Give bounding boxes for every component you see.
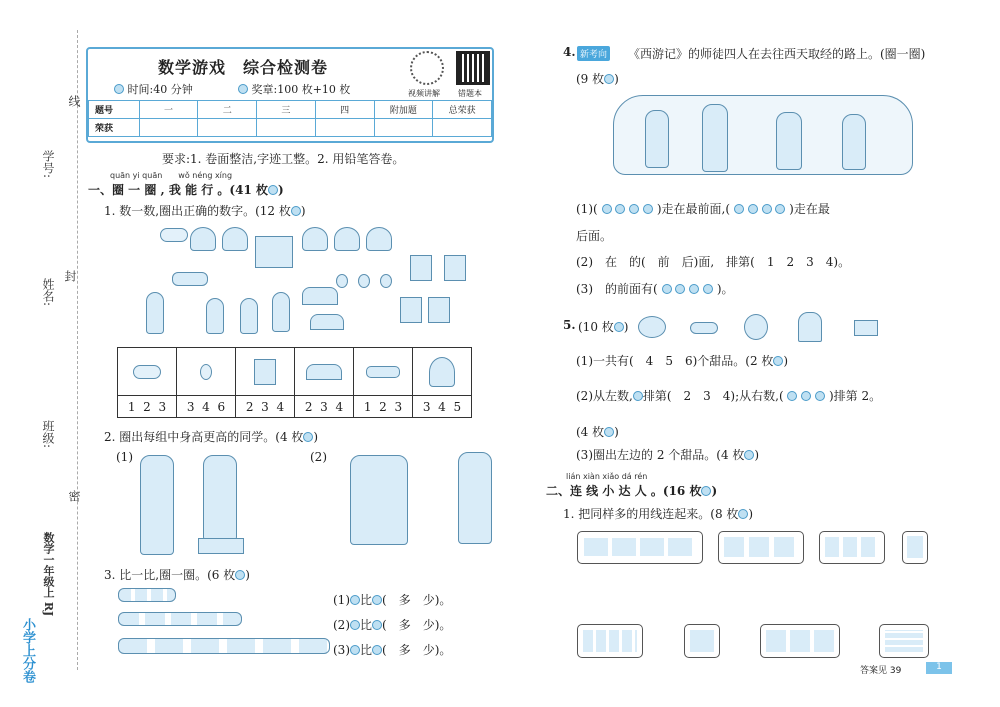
score-header: 三 bbox=[257, 101, 316, 119]
girl-picture[interactable] bbox=[203, 455, 237, 541]
grass-picture bbox=[302, 287, 338, 305]
frog-icon bbox=[350, 645, 360, 655]
score-cell[interactable] bbox=[257, 119, 316, 137]
video-qr-icon[interactable] bbox=[410, 51, 444, 85]
q1-text: 1. 数一数,圈出正确的数字。(12 枚 ) bbox=[104, 204, 306, 218]
monkey-icon[interactable] bbox=[775, 204, 785, 214]
tree-picture bbox=[302, 227, 328, 251]
child-picture bbox=[206, 298, 224, 334]
medal-icon bbox=[738, 509, 748, 519]
q1-options[interactable]: 1 2 3 bbox=[354, 396, 413, 418]
frog-icon bbox=[350, 595, 360, 605]
pigsy-icon[interactable] bbox=[689, 284, 699, 294]
q3-item-1: (1) 比 ( 多 少)。 bbox=[333, 593, 452, 607]
score-table bbox=[88, 100, 492, 137]
tree-picture bbox=[190, 227, 216, 251]
car-picture bbox=[172, 272, 208, 286]
medal-icon bbox=[773, 356, 783, 366]
medal-icon bbox=[744, 450, 754, 460]
sec1-title: 一、圈 一 圈 , 我 能 行 。(41 枚 ) bbox=[88, 183, 284, 197]
student-name-label: 姓名: bbox=[41, 278, 55, 307]
q2-label-2: (2) bbox=[310, 450, 327, 464]
book-label: 数学一年级上 RJ bbox=[42, 532, 55, 617]
q5-sub1[interactable]: (1)一共有( 4 5 6)个甜品。(2 枚 ) bbox=[576, 354, 789, 368]
platform-picture bbox=[198, 538, 244, 554]
tree-picture bbox=[366, 227, 392, 251]
frog-row-picture bbox=[118, 588, 176, 602]
grass-icon bbox=[295, 348, 354, 396]
monkey-king-picture bbox=[645, 110, 669, 168]
exam-time: 时间:40 分钟 bbox=[114, 81, 193, 97]
exam-title: 数学游戏 综合检测卷 bbox=[158, 58, 329, 77]
cupcake-icon bbox=[815, 391, 825, 401]
pigsy-icon[interactable] bbox=[762, 204, 772, 214]
monk-icon[interactable] bbox=[675, 284, 685, 294]
q5-points: (10 枚 ) bbox=[578, 320, 629, 334]
flowerpot-picture bbox=[428, 297, 450, 323]
medal-icon bbox=[604, 427, 614, 437]
score-header: 总荣获 bbox=[433, 101, 492, 119]
q3-item-3: (3) 比 ( 多 少)。 bbox=[333, 643, 452, 657]
sec2-title: 二、连 线 小 达 人 。(16 枚 ) bbox=[546, 484, 718, 498]
video-label: 视频讲解 bbox=[408, 89, 440, 98]
margin-mi: 密 bbox=[67, 490, 81, 502]
margin-feng: 封 bbox=[63, 270, 77, 282]
q1-options[interactable]: 2 3 4 bbox=[295, 396, 354, 418]
cake-slice-picture bbox=[854, 320, 878, 336]
girl-picture[interactable] bbox=[458, 452, 492, 544]
q4-number: 4. bbox=[563, 45, 576, 59]
score-cell[interactable] bbox=[374, 119, 433, 137]
score-label: 荣获 bbox=[89, 119, 140, 137]
turtle-icon bbox=[372, 620, 382, 630]
q2-text: 2. 圈出每组中身高更高的同学。(4 枚 ) bbox=[104, 430, 319, 444]
medal-icon bbox=[238, 84, 248, 94]
cupcake-icon bbox=[633, 391, 643, 401]
margin-xian: 线 bbox=[67, 95, 81, 107]
turtle-row-picture bbox=[118, 612, 242, 626]
score-header: 二 bbox=[198, 101, 257, 119]
grass-picture bbox=[310, 314, 344, 330]
score-cell[interactable] bbox=[433, 119, 492, 137]
exam-award: 奖章:100 枚+10 枚 bbox=[238, 81, 350, 97]
duck-picture bbox=[358, 274, 370, 288]
q4-sub3: (3) 的前面有( )。 bbox=[576, 282, 734, 296]
donut-icon bbox=[801, 391, 811, 401]
monkey-icon[interactable] bbox=[643, 204, 653, 214]
qr-code-icon[interactable] bbox=[456, 51, 490, 85]
q2-label-1: (1) bbox=[116, 450, 133, 464]
flowerpot-icon bbox=[236, 348, 295, 396]
hedgehog-box[interactable] bbox=[684, 624, 720, 658]
q4-sub1: (1)( )走在最前面,( )走在最 bbox=[576, 202, 830, 216]
medal-icon bbox=[235, 570, 245, 580]
biscuit-icon bbox=[787, 391, 797, 401]
q5-number: 5. bbox=[563, 318, 576, 332]
class-label: 班级: bbox=[41, 420, 55, 449]
clock-icon bbox=[114, 84, 124, 94]
pigsy-picture bbox=[776, 112, 802, 170]
score-header: 附加题 bbox=[374, 101, 433, 119]
cats-box[interactable] bbox=[760, 624, 840, 658]
flowerpot-picture bbox=[410, 255, 432, 281]
q3-choice[interactable]: ( 多 少)。 bbox=[382, 643, 452, 657]
sandy-icon[interactable] bbox=[734, 204, 744, 214]
q3-choice[interactable]: ( 多 少)。 bbox=[382, 618, 452, 632]
shoe-box[interactable] bbox=[902, 531, 928, 564]
q3-text: 3. 比一比,圈一圈。(6 枚 ) bbox=[104, 568, 250, 582]
q3-item-2: (2) 比 ( 多 少)。 bbox=[333, 618, 452, 632]
medal-icon bbox=[701, 486, 711, 496]
flowerpot-picture bbox=[444, 255, 466, 281]
q4-points: (9 枚 ) bbox=[576, 72, 619, 86]
q5-sub3: (3)圈出左边的 2 个甜品。(4 枚 ) bbox=[576, 448, 760, 462]
bones-box[interactable] bbox=[879, 624, 929, 658]
medal-icon bbox=[604, 74, 614, 84]
medal-icon bbox=[291, 206, 301, 216]
score-cell[interactable] bbox=[315, 119, 374, 137]
child-picture bbox=[240, 298, 258, 334]
cloud-picture bbox=[160, 228, 188, 242]
medal-icon bbox=[303, 432, 313, 442]
q5-sub2[interactable]: (2)从左数, 排第( 2 3 4);从右数,( )排第 2。 bbox=[576, 389, 882, 403]
page-number: 1 bbox=[926, 662, 952, 674]
score-header: 题号 bbox=[89, 101, 140, 119]
elephant-row-picture bbox=[118, 638, 330, 654]
duck-icon bbox=[177, 348, 236, 396]
q1-answer-table bbox=[117, 347, 472, 418]
score-cell[interactable] bbox=[198, 119, 257, 137]
sandy-picture bbox=[842, 114, 866, 170]
q4-sub2[interactable]: (2) 在 的( 前 后)面, 排第( 1 2 3 4)。 bbox=[576, 255, 851, 269]
tree-picture bbox=[222, 227, 248, 251]
tree-icon bbox=[413, 348, 472, 396]
new-trend-badge: 新考向 bbox=[577, 46, 610, 61]
q1-options[interactable]: 1 2 3 bbox=[118, 396, 177, 418]
q4-text: 《西游记》的师徒四人在去往西天取经的路上。(圈一圈) bbox=[628, 47, 926, 61]
boy-picture[interactable] bbox=[140, 455, 174, 555]
monkey-icon[interactable] bbox=[703, 284, 713, 294]
q1-options[interactable]: 3 4 6 bbox=[177, 396, 236, 418]
brand-logo: 小学上分卷 bbox=[20, 618, 35, 683]
q1-options[interactable]: 2 3 4 bbox=[236, 396, 295, 418]
birds-box[interactable] bbox=[577, 624, 643, 658]
boy-picture[interactable] bbox=[350, 455, 408, 545]
umbrella-box[interactable] bbox=[577, 531, 703, 564]
monk-icon[interactable] bbox=[615, 204, 625, 214]
turtle-icon bbox=[372, 595, 382, 605]
donut-picture bbox=[744, 314, 768, 340]
sandy-icon[interactable] bbox=[662, 284, 672, 294]
q4-sub1-end: 后面。 bbox=[576, 229, 613, 243]
elephant-icon bbox=[350, 620, 360, 630]
biscuit-picture bbox=[690, 322, 718, 334]
binding-line bbox=[77, 30, 78, 670]
q1-options[interactable]: 3 4 5 bbox=[413, 396, 472, 418]
score-header: 一 bbox=[139, 101, 198, 119]
monk-picture bbox=[702, 104, 728, 172]
car-icon bbox=[354, 348, 413, 396]
duck-picture bbox=[336, 274, 348, 288]
pigsy-icon[interactable] bbox=[629, 204, 639, 214]
score-cell[interactable] bbox=[139, 119, 198, 137]
q3-choice[interactable]: ( 多 少)。 bbox=[382, 593, 452, 607]
child-picture bbox=[272, 292, 290, 332]
cupcake-picture bbox=[798, 312, 822, 342]
child-picture bbox=[146, 292, 164, 334]
answer-ref: 答案见 39 bbox=[860, 666, 902, 676]
medal-icon bbox=[614, 322, 624, 332]
monk-icon[interactable] bbox=[748, 204, 758, 214]
sec2-pinyin: lián xiàn xiǎo dá rén bbox=[566, 472, 648, 481]
cloud-icon bbox=[118, 348, 177, 396]
sandy-icon[interactable] bbox=[602, 204, 612, 214]
elephant-icon bbox=[372, 645, 382, 655]
sec1-pinyin: quān yi quān wǒ néng xíng bbox=[110, 171, 233, 180]
medal-icon bbox=[268, 185, 278, 195]
duck-picture bbox=[380, 274, 392, 288]
q6-text: 1. 把同样多的用线连起来。(8 枚 ) bbox=[563, 507, 754, 521]
requirement: 要求:1. 卷面整洁,字迹工整。2. 用铅笔答卷。 bbox=[162, 152, 405, 166]
donut-picture bbox=[638, 316, 666, 338]
wrong-book-label: 错题本 bbox=[458, 89, 482, 98]
score-header: 四 bbox=[315, 101, 374, 119]
tree-picture bbox=[334, 227, 360, 251]
q5-points-2: (4 枚 ) bbox=[576, 425, 619, 439]
flowerpot-picture bbox=[400, 297, 422, 323]
student-number-label: 学号: bbox=[41, 150, 55, 179]
cupcake-box[interactable] bbox=[718, 531, 804, 564]
house-picture bbox=[255, 236, 293, 268]
backpack-box[interactable] bbox=[819, 531, 885, 564]
